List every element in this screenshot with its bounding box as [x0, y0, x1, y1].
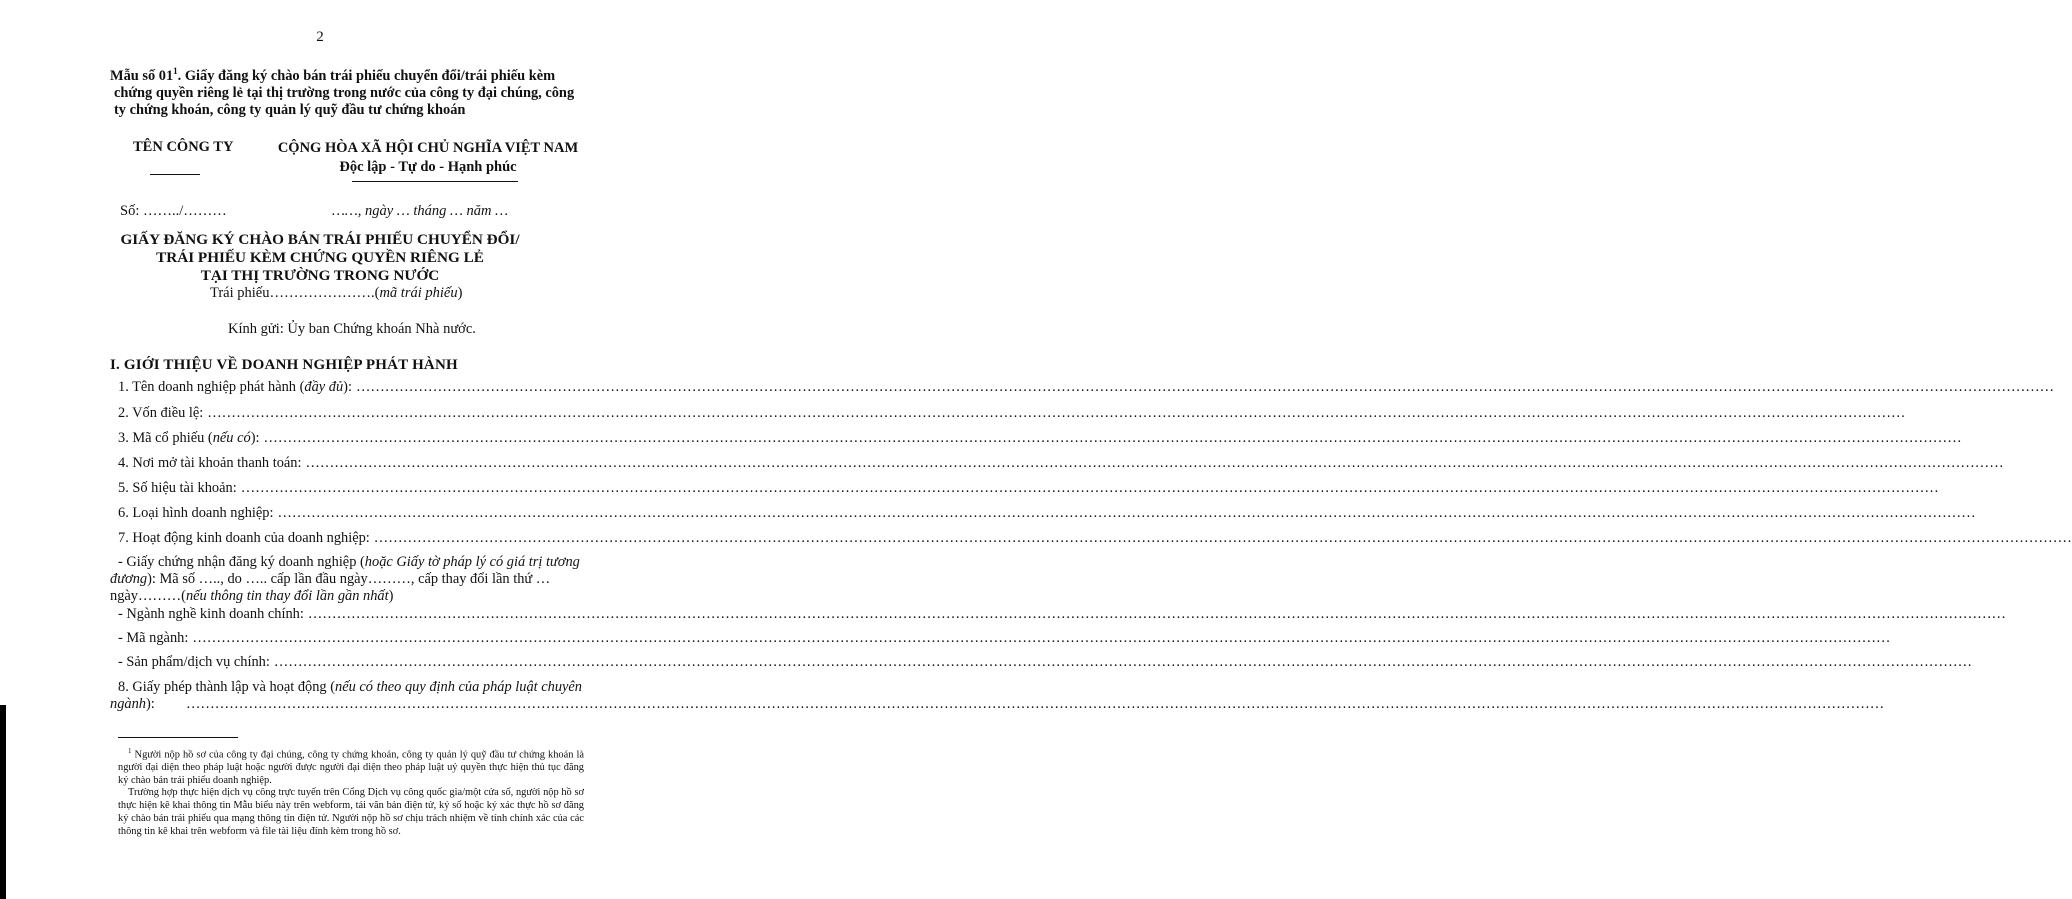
- motto-underline: [352, 181, 518, 182]
- document-title: [110, 231, 530, 285]
- field-charter-capital: [118, 405, 1906, 422]
- fill-dots: …………………………………………………………………………………………………………………………………………………………………………………………………………………………………………………………………………………………………………………………: [192, 630, 1891, 646]
- field-stock-code: [118, 430, 1962, 447]
- fill-dots: …………………………………………………………………………………………………………………………………………………………………………………………………………………………………………………………………………………………………………………………: [240, 480, 1939, 496]
- field-label: 1. Tên doanh nghiệp phát hành (đầy đủ):: [118, 379, 352, 395]
- bond-code: mã trái phiếu: [379, 285, 458, 301]
- company-name: TÊN CÔNG TY: [133, 139, 234, 155]
- license-paragraph: 8. Giấy phép thành lập và hoạt động (nếu có theo quy định của pháp luật chuyên ngành):: [110, 679, 582, 712]
- field-label: - Ngành nghề kinh doanh chính:: [118, 606, 304, 622]
- nation-motto: Độc lập - Tự do - Hạnh phúc: [339, 159, 517, 175]
- business-registration-paragraph: - Giấy chứng nhận đăng ký doanh nghiệp (hoặc Giấy tờ pháp lý có giá trị tương đương): Mã số ….., do ….. cấp lần đầu ngày………, cấp thay đổi lần thứ … ngày………(nếu thông tin thay đổi lần gần nhất): [110, 554, 580, 604]
- title-line-3: TẠI THỊ TRƯỜNG TRONG NƯỚC: [200, 267, 440, 284]
- field-label: 2. Vốn điều lệ:: [118, 405, 204, 421]
- document-date: ……, ngày … tháng … năm …: [332, 203, 509, 219]
- field-label: 4. Nơi mở tài khoản thanh toán:: [118, 455, 302, 471]
- license-fill-dots: …………………………………………………………………………………………………………………………………………………………………………………………………………………………………………………………………………………………………………………………: [186, 696, 1885, 712]
- field-industry-code: [118, 630, 1891, 647]
- footnote-paragraph-1: $^1$ Người nộp hồ sơ của công ty đại chúng, công ty chứng khoán, công ty quản lý quỹ đầu tư chứng khoán là người đại diện theo pháp luật hoặc người được người đại diện theo pháp luật uỷ quyền thực hiện thủ tục đăng ký chào bán trái phiếu doanh nghiệp.: [118, 747, 584, 787]
- nation-name: CỘNG HÒA XÃ HỘI CHỦ NGHĨA VIỆT NAM: [277, 140, 579, 156]
- field-account-number: [118, 480, 1939, 497]
- company-underline: [150, 174, 200, 175]
- field-main-industry: [118, 606, 2006, 623]
- field-payment-account: [118, 455, 2004, 472]
- bond-code-line: [210, 285, 462, 302]
- field-enterprise-type: [118, 505, 1976, 522]
- fill-dots: …………………………………………………………………………………………………………………………………………………………………………………………………………………………………………………………………………………………………………………………: [307, 606, 2006, 622]
- footnote-mark: 1: [173, 66, 178, 76]
- fill-dots: …………………………………………………………………………………………………………………………………………………………………………………………………………………………………………………………………………………………………………………………: [305, 455, 2004, 471]
- form-title: [110, 63, 584, 119]
- field-business-activity: [118, 530, 2072, 547]
- section-title: I. GIỚI THIỆU VỀ DOANH NGHIỆP PHÁT HÀNH: [110, 357, 458, 373]
- page-number: 2: [316, 29, 324, 45]
- field-label: - Sản phẩm/dịch vụ chính:: [118, 654, 270, 670]
- national-header: [276, 139, 580, 177]
- scan-edge-shadow: [0, 705, 6, 899]
- field-main-products: [118, 654, 1972, 671]
- form-title-text: . Giấy đăng ký chào bán trái phiếu chuyển đổi/trái phiếu kèm chứng quyền riêng lẻ tại thị trường trong nước của công ty đại chúng, công ty chứng khoán, công ty quản lý quỹ đầu tư chứng khoán: [114, 67, 575, 118]
- title-line-1: GIẤY ĐĂNG KÝ CHÀO BÁN TRÁI PHIẾU CHUYỂN ĐỔI/: [120, 231, 520, 248]
- field-label: 5. Số hiệu tài khoản:: [118, 480, 237, 496]
- bond-prefix: Trái phiếu………………….(: [210, 285, 380, 301]
- field-label: 6. Loại hình doanh nghiệp:: [118, 505, 274, 521]
- title-line-2: TRÁI PHIẾU KÈM CHỨNG QUYỀN RIÊNG LẺ: [156, 249, 484, 266]
- field-label: 7. Hoạt động kinh doanh của doanh nghiệp:: [118, 530, 370, 546]
- field-company-name: [118, 379, 2055, 396]
- form-title-prefix: Mẫu số 01: [110, 67, 174, 84]
- fill-dots: …………………………………………………………………………………………………………………………………………………………………………………………………………………………………………………………………………………………………………………………: [355, 379, 2055, 395]
- fill-dots: …………………………………………………………………………………………………………………………………………………………………………………………………………………………………………………………………………………………………………………………: [277, 505, 1976, 521]
- fill-dots: …………………………………………………………………………………………………………………………………………………………………………………………………………………………………………………………………………………………………………………………: [273, 654, 1972, 670]
- bond-suffix: ): [457, 285, 463, 301]
- fill-dots: …………………………………………………………………………………………………………………………………………………………………………………………………………………………………………………………………………………………………………………………: [373, 530, 2072, 546]
- footnote-paragraph-2: Trường hợp thực hiện dịch vụ công trực tuyến trên Cổng Dịch vụ công quốc gia/một cửa số, người nộp hồ sơ thực hiện kê khai thông tin Mẫu biểu này trên webform, tải văn bản điện tử, ký số hoặc ký xác thực hồ sơ đăng ký chào bán trái phiếu qua mạng thông tin điện tử. Người nộp hồ sơ chịu trách nhiệm về tính chính xác của các thông tin kê khai trên webform và file tài liệu đính kèm trong hồ sơ.: [118, 787, 584, 837]
- fill-dots: …………………………………………………………………………………………………………………………………………………………………………………………………………………………………………………………………………………………………………………………: [207, 405, 1906, 421]
- field-label: 3. Mã cổ phiếu (nếu có):: [118, 430, 260, 446]
- footnote-separator: [118, 737, 238, 738]
- document-number: Số: ……../………: [120, 203, 227, 219]
- recipient: Kính gửi: Ủy ban Chứng khoán Nhà nước.: [228, 321, 476, 337]
- field-label: - Mã ngành:: [118, 630, 189, 646]
- fill-dots: …………………………………………………………………………………………………………………………………………………………………………………………………………………………………………………………………………………………………………………………: [263, 430, 1962, 446]
